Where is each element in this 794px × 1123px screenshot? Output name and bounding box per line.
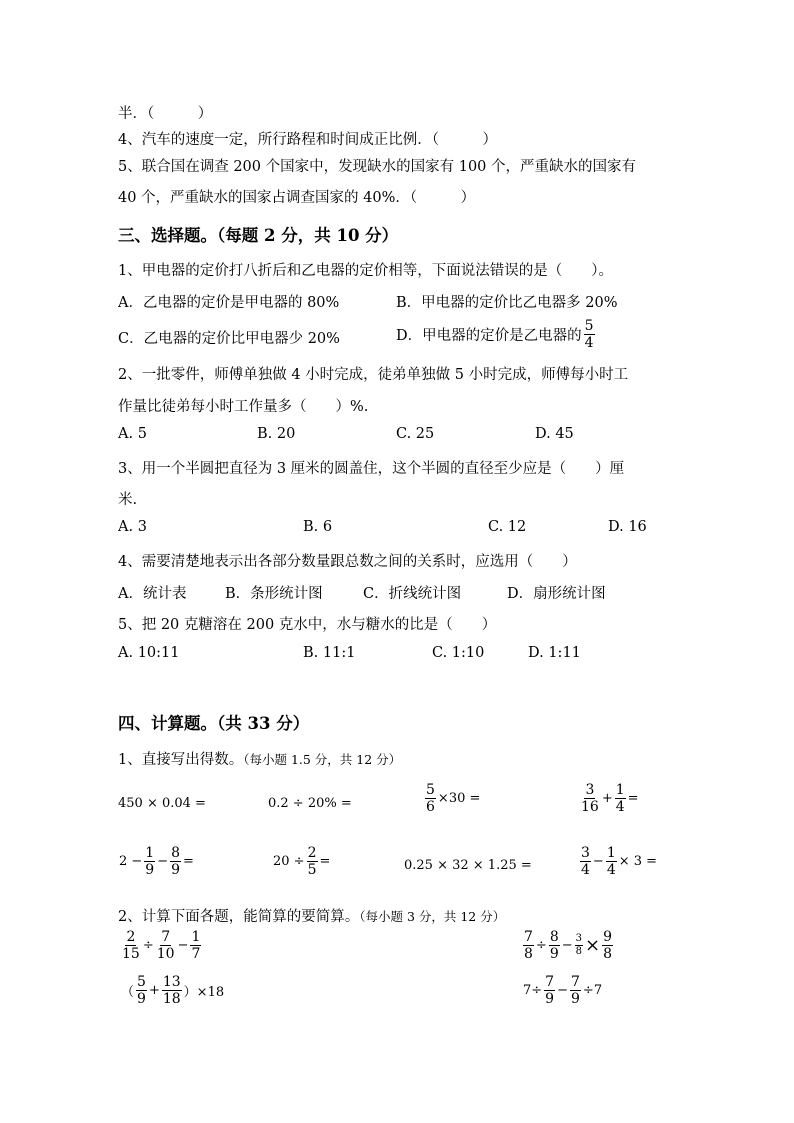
- q3-option-a: A. 3: [118, 519, 147, 535]
- part2-title-row: [118, 905, 505, 926]
- part1-title-row: [118, 748, 401, 769]
- q1-option-d-text: D．甲电器的定价是乙电器的: [396, 328, 582, 344]
- q5-option-d: D. 1:11: [528, 645, 581, 661]
- q5-stem: 5、把 20 克糖溶在 200 克水中，水与糖水的比是（ ）: [118, 617, 497, 633]
- q1-option-a: A．乙电器的定价是甲电器的 80%: [118, 295, 340, 311]
- q2-option-a: A. 5: [118, 426, 147, 442]
- judgement-item-4: 4、汽车的速度一定，所行路程和时间成正比例．（ ）: [118, 132, 497, 148]
- simplify-expr-1: $\frac{2}{15}$ ÷ $\frac{7}{10}$ − $\frac{1}{7}$: [122, 929, 201, 962]
- part2-title: 2、计算下面各题，能简算的要简算。: [118, 909, 360, 925]
- part1-title: 1、直接写出得数。: [118, 752, 244, 768]
- calc-expr-8: $\frac{3}{4}$ − $\frac{1}{4}$ × 3 =: [581, 845, 658, 878]
- q3-stem-line2: 米.: [118, 492, 138, 508]
- calc-expr-3: $\frac{5}{6}$ ×30 =: [426, 782, 481, 815]
- simplify-expr-2: $\frac{7}{8}$ ÷ $\frac{8}{9}$ − $\frac{3}{8}$ × $\frac{9}{8}$: [524, 929, 613, 962]
- q3-option-c: C. 12: [488, 519, 527, 535]
- q5-option-a: A. 10:11: [118, 645, 180, 661]
- q3-option-b: B. 6: [303, 519, 333, 535]
- q1-option-b: B．甲电器的定价比乙电器多 20%: [396, 295, 618, 311]
- calc-expr-7: 0.25 × 32 × 1.25 =: [404, 858, 532, 873]
- q2-option-d: D. 45: [535, 426, 574, 442]
- calc-expr-1: 450 × 0.04 =: [118, 796, 206, 811]
- section-4-heading: 四、计算题。（共 33 分）: [118, 714, 310, 733]
- q4-option-a: A．统计表: [118, 586, 187, 602]
- calc-expr-4: $\frac{3}{16}$ + $\frac{1}{4}$ =: [581, 782, 639, 815]
- q3-option-d: D. 16: [608, 519, 647, 535]
- part1-note: （每小题 1.5 分，共 12 分）: [243, 752, 402, 767]
- q4-stem: 4、需要清楚地表示出各部分数量跟总数之间的关系时，应选用（ ）: [118, 554, 577, 570]
- q4-option-c: C．折线统计图: [363, 586, 462, 602]
- judgement-item-5-line2: 40 个，严重缺水的国家占调查国家的 40%．（ ）: [118, 190, 476, 206]
- section-3-heading: 三、选择题。（每题 2 分，共 10 分）: [118, 226, 399, 245]
- q2-option-c: C. 25: [396, 426, 435, 442]
- calc-expr-6: 20 ÷ $\frac{2}{5}$ =: [273, 845, 331, 878]
- q2-stem-line1: 2、一批零件，师傅单独做 4 小时完成，徒弟单独做 5 小时完成，师傅每小时工: [118, 367, 629, 383]
- q5-option-b: B. 11:1: [303, 645, 356, 661]
- q1-option-d-fraction: $\frac{5}{4}$: [584, 318, 594, 351]
- simplify-expr-3: （ $\frac{5}{9}$ + $\frac{13}{18}$ ）×18: [121, 974, 225, 1007]
- part2-note: （每小题 3 分，共 12 分）: [359, 909, 506, 924]
- simplify-expr-4: 7÷ $\frac{7}{9}$ − $\frac{7}{9}$ ÷7: [523, 974, 603, 1007]
- q3-stem-line1: 3、用一个半圆把直径为 3 厘米的圆盖住，这个半圆的直径至少应是（ ）厘: [118, 461, 625, 477]
- judgement-item-3-end: 半．（ ）: [118, 106, 213, 122]
- q1-option-d: [396, 319, 596, 350]
- q2-option-b: B. 20: [257, 426, 296, 442]
- q2-stem-line2: 作量比徒弟每小时工作量多（ ）%.: [118, 399, 369, 415]
- calc-expr-5: 2 − $\frac{1}{9}$ − $\frac{8}{9}$ =: [119, 845, 194, 878]
- q1-option-c: C．乙电器的定价比甲电器少 20%: [118, 331, 340, 347]
- q1-stem: 1、甲电器的定价打八折后和乙电器的定价相等，下面说法错误的是（ ）。: [118, 263, 613, 279]
- q4-option-b: B．条形统计图: [225, 586, 323, 602]
- q5-option-c: C. 1:10: [432, 645, 485, 661]
- calc-expr-2: 0.2 ÷ 20% =: [268, 796, 352, 811]
- q4-option-d: D．扇形统计图: [507, 586, 606, 602]
- judgement-item-5-line1: 5、联合国在调查 200 个国家中，发现缺水的国家有 100 个，严重缺水的国家有: [118, 159, 637, 175]
